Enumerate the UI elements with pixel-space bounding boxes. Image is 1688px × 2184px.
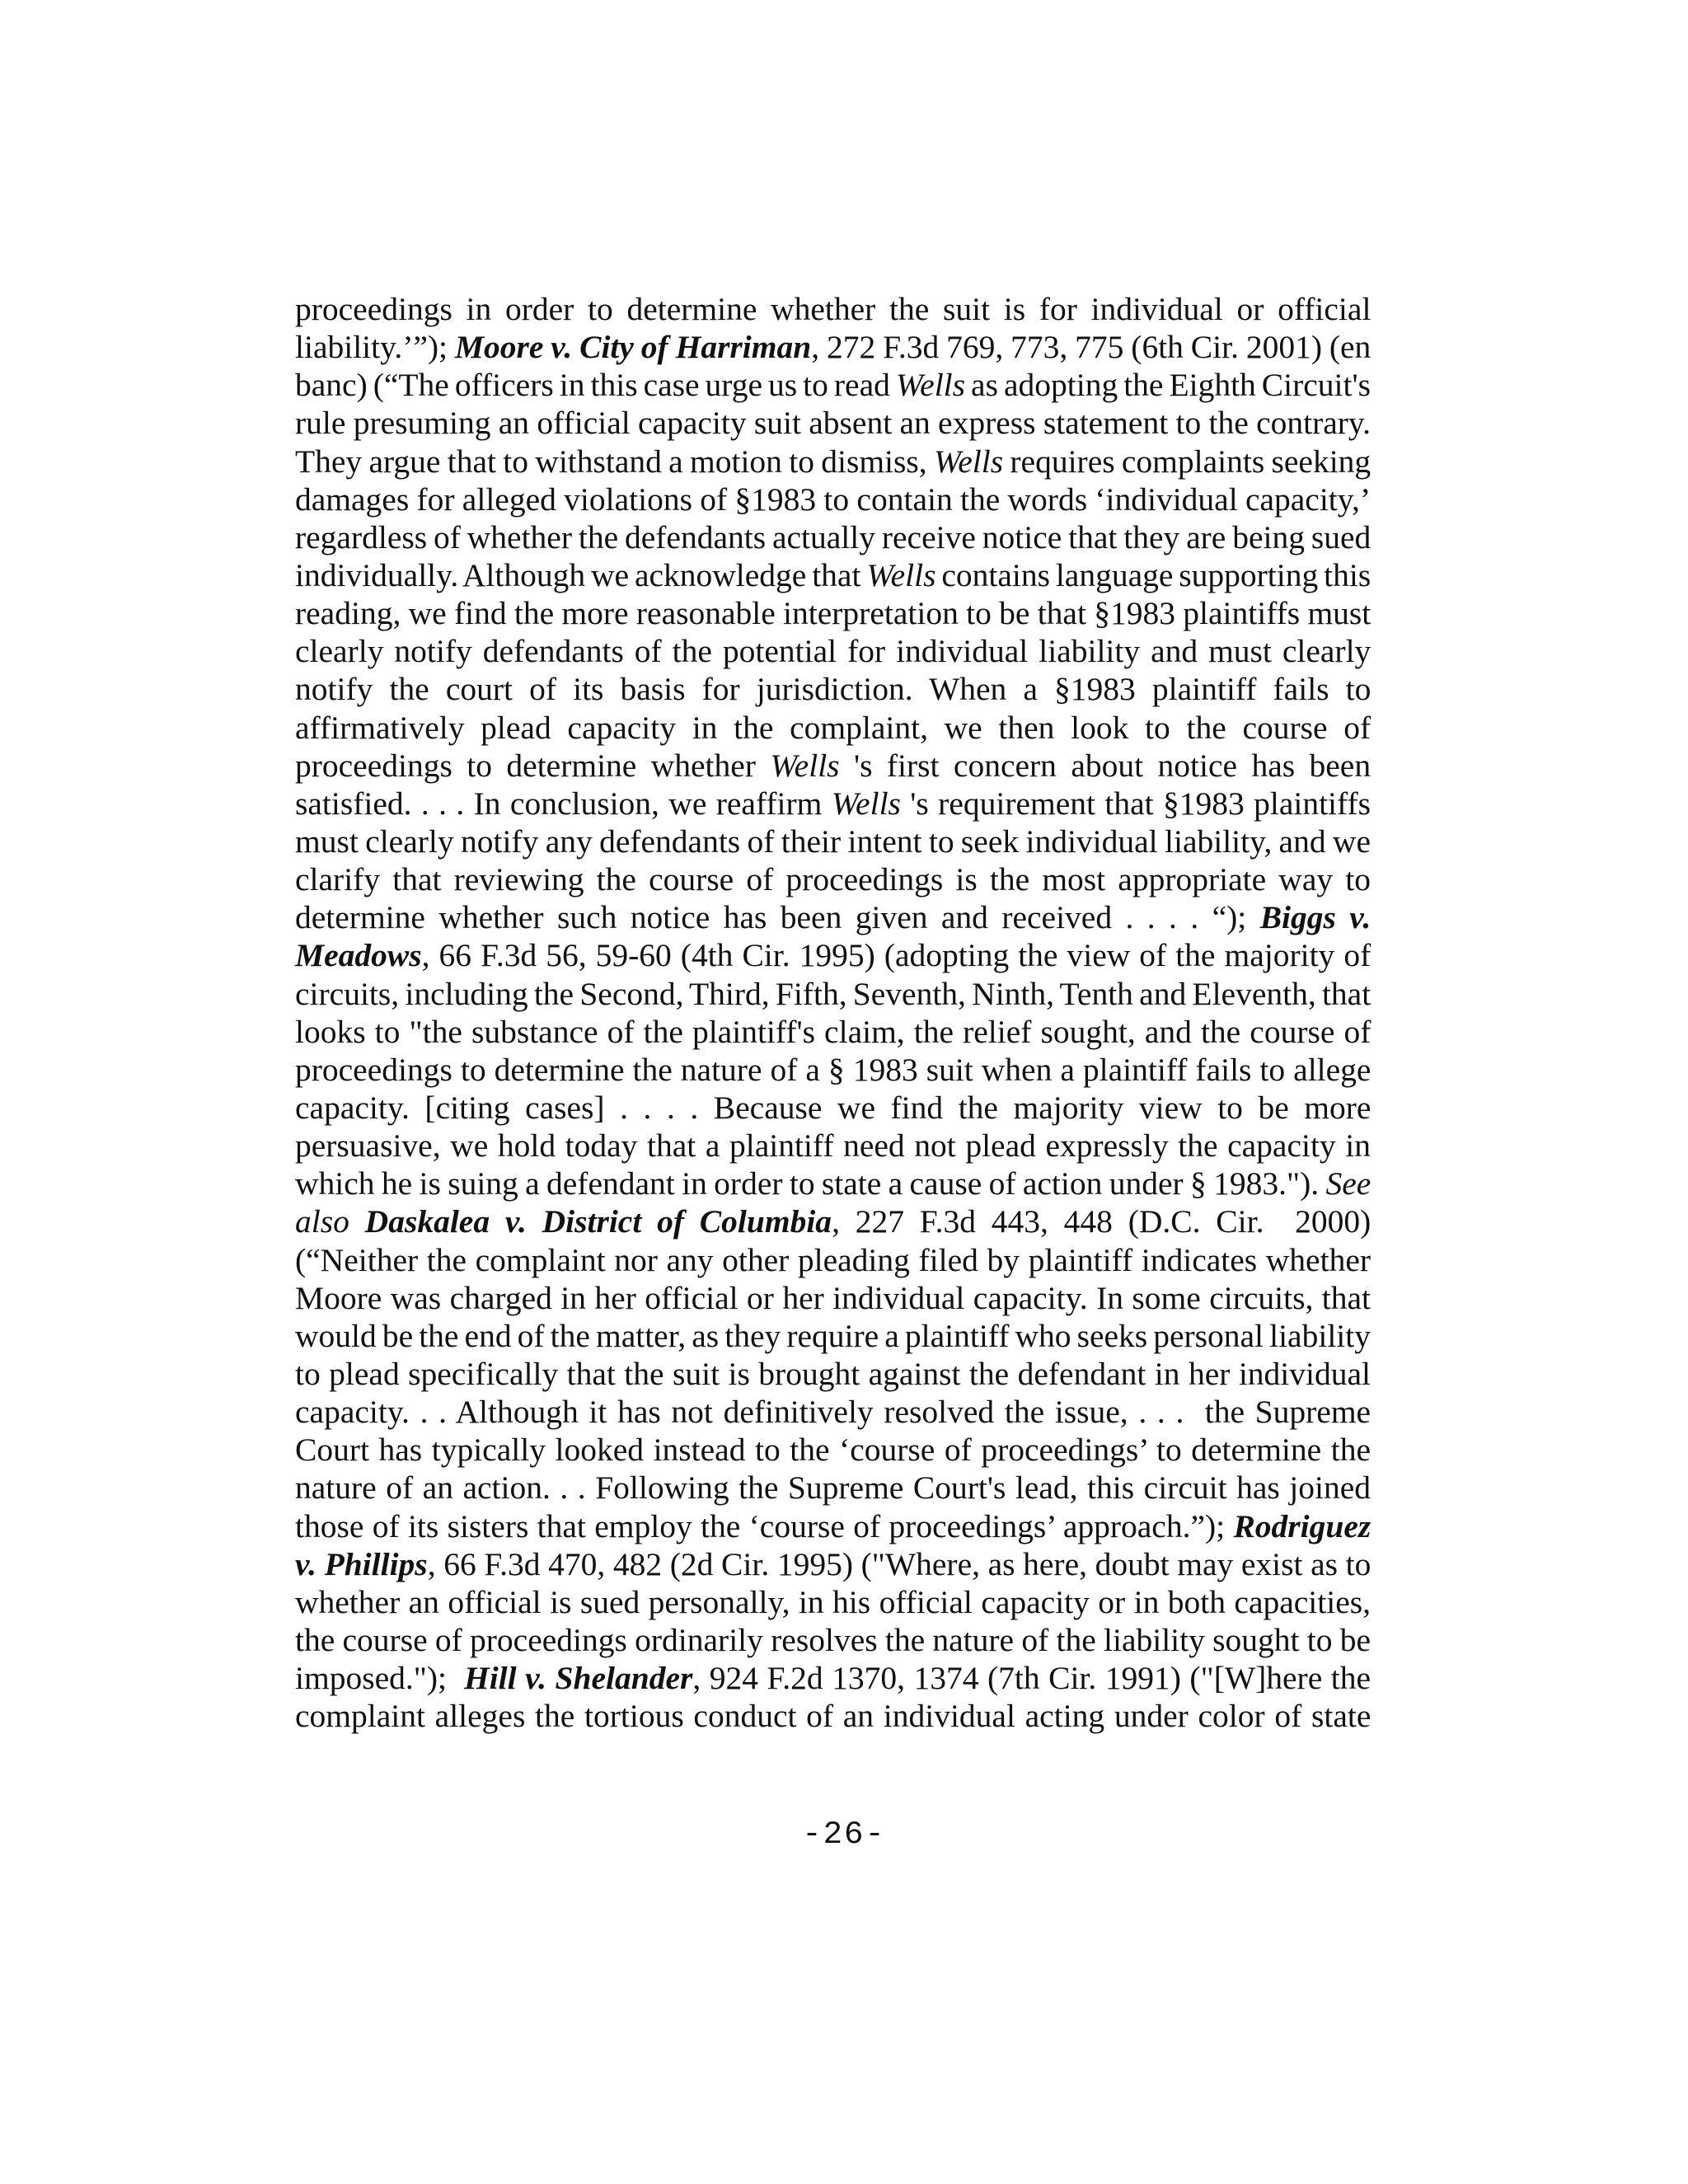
text-segment: capacity. [citing cases] . . . . Because we find the majority view to be more	[295, 1089, 1372, 1126]
italic-text: See	[1325, 1165, 1372, 1202]
text-segment: requires complaints seeking	[1003, 443, 1372, 480]
case-citation: Meadows	[295, 937, 422, 974]
text-segment: as adopting the Eighth Circuit's	[965, 367, 1371, 404]
text-segment: Court has typically looked instead to the ‘course of proceedings’ to determine the	[295, 1432, 1371, 1469]
text-segment: complaint alleges the tortious conduct of an individual acting under color of state	[295, 1698, 1372, 1735]
text-segment: would be the end of the matter, as they require a plaintiff who seeks personal liability	[295, 1317, 1371, 1354]
text-line	[295, 328, 1371, 366]
case-citation: Biggs v.	[1259, 899, 1372, 936]
text-line	[295, 936, 1371, 974]
text-line	[295, 1279, 1371, 1317]
italic-text: Wells	[866, 556, 936, 593]
text-line	[295, 594, 1371, 632]
text-segment: (“Neither the complaint nor any other pleading filed by plaintiff indicates whether	[295, 1241, 1371, 1278]
text-line	[295, 366, 1371, 404]
text-segment: regardless of whether the defendants actually receive notice that they are being sued	[295, 518, 1372, 555]
text-line	[295, 1697, 1371, 1735]
italic-text: Wells	[770, 747, 840, 784]
text-segment: nature of an action. . . Following the Supreme Court's lead, this circuit has joined	[295, 1469, 1371, 1507]
text-segment: Moore was charged in her official or her individual capacity. In some circuits, that	[295, 1279, 1371, 1316]
text-line	[295, 670, 1371, 708]
italic-text: also	[295, 1203, 349, 1240]
text-segment: individually. Although we acknowledge that	[295, 556, 867, 593]
page-number: -26-	[802, 1816, 886, 1853]
text-line	[295, 1431, 1371, 1469]
text-segment: notify the court of its basis for jurisdiction. When a §1983 plaintiff fails to	[295, 671, 1372, 708]
text-segment: looks to "the substance of the plaintiff's claim, the relief sought, and the course of	[295, 1013, 1372, 1050]
text-line	[295, 518, 1371, 556]
case-citation: Hill v. Shelander	[463, 1660, 693, 1697]
text-segment: circuits, including the Second, Third, Fifth, Seventh, Ninth, Tenth and Eleventh, that	[295, 975, 1372, 1012]
text-segment: capacity. . . Although it has not definitively resolved the issue, . . . the Supreme	[295, 1394, 1372, 1431]
text-line	[295, 1013, 1371, 1051]
text-segment: proceedings to determine whether	[295, 747, 771, 784]
text-line	[295, 1507, 1371, 1545]
case-citation: Moore v. City of Harriman	[454, 329, 812, 366]
text-line	[295, 1621, 1371, 1659]
text-line	[295, 1659, 1371, 1697]
text-line	[295, 1051, 1371, 1089]
text-segment	[349, 1203, 365, 1240]
text-segment: They argue that to withstand a motion to dismiss,	[295, 443, 934, 480]
italic-text: Wells	[831, 785, 901, 822]
text-line	[295, 632, 1371, 670]
text-segment: the course of proceedings ordinarily resolves the nature of the liability sought to be	[295, 1621, 1372, 1658]
text-segment: to plead specifically that the suit is brought against the defendant in her individual	[295, 1355, 1371, 1392]
text-line	[295, 898, 1371, 936]
text-line	[295, 1393, 1371, 1431]
text-line	[295, 404, 1371, 442]
italic-text: Wells	[933, 443, 1004, 480]
text-line	[295, 1317, 1371, 1355]
text-segment: , 924 F.2d 1370, 1374 (7th Cir. 1991) ("[W]here the	[692, 1660, 1371, 1697]
text-segment: imposed.");	[295, 1660, 464, 1697]
text-segment: , 227 F.3d 443, 448 (D.C. Cir. 2000)	[832, 1203, 1372, 1240]
text-line	[295, 443, 1371, 480]
text-line	[295, 1165, 1371, 1202]
text-segment: whether an official is sued personally, in his official capacity or in both capacities,	[295, 1583, 1371, 1620]
italic-text: Wells	[895, 367, 966, 404]
text-segment: rule presuming an official capacity suit absent an express statement to the contrary.	[295, 405, 1371, 442]
text-segment: , 272 F.3d 769, 773, 775 (6th Cir. 2001) (en	[811, 329, 1372, 366]
opinion-body-text	[295, 290, 1371, 1735]
text-line	[295, 290, 1371, 328]
text-segment: determine whether such notice has been given and received . . . . “);	[295, 899, 1260, 936]
text-line	[295, 709, 1371, 747]
text-segment: reading, we find the more reasonable interpretation to be that §1983 plaintiffs must	[295, 595, 1372, 632]
text-segment: liability.’”);	[295, 329, 455, 366]
text-segment: , 66 F.3d 470, 482 (2d Cir. 1995) ("Where, as here, doubt may exist as to	[427, 1545, 1372, 1582]
text-line	[295, 556, 1371, 594]
text-segment: persuasive, we hold today that a plaintiff need not plead expressly the capacity in	[295, 1127, 1371, 1165]
text-line	[295, 975, 1371, 1013]
text-line	[295, 1089, 1371, 1127]
text-segment: affirmatively plead capacity in the complaint, we then look to the course of	[295, 709, 1372, 746]
text-line	[295, 747, 1371, 785]
text-segment: which he is suing a defendant in order to state a cause of action under § 1983.").	[295, 1165, 1326, 1202]
text-line	[295, 1545, 1371, 1583]
text-segment: satisfied. . . . In conclusion, we reaffirm	[295, 785, 832, 822]
text-line	[295, 1355, 1371, 1393]
text-segment: damages for alleged violations of §1983 to contain the words ‘individual capacity,’	[295, 480, 1371, 518]
text-segment: must clearly notify any defendants of their intent to seek individual liability, and we	[295, 823, 1371, 860]
text-segment: those of its sisters that employ the ‘course of proceedings’ approach.”);	[295, 1507, 1234, 1544]
text-segment: banc) (“The officers in this case urge us to read	[295, 367, 896, 404]
text-line	[295, 823, 1371, 860]
text-segment: clearly notify defendants of the potential for individual liability and must clearly	[295, 633, 1372, 670]
text-line	[295, 860, 1371, 898]
text-line	[295, 1202, 1371, 1240]
text-segment: 's requirement that §1983 plaintiffs	[900, 785, 1371, 822]
text-line	[295, 1127, 1371, 1165]
case-citation: Daskalea v. District of Columbia	[364, 1203, 832, 1240]
text-segment: proceedings to determine the nature of a § 1983 suit when a plaintiff fails to allege	[295, 1051, 1372, 1088]
text-segment: 's first concern about notice has been	[839, 747, 1372, 784]
case-citation: Rodriguez	[1233, 1507, 1372, 1544]
text-line	[295, 1469, 1371, 1507]
text-line	[295, 785, 1371, 823]
text-line	[295, 1583, 1371, 1621]
text-line	[295, 480, 1371, 518]
case-citation: v. Phillips	[295, 1545, 428, 1582]
text-segment: , 66 F.3d 56, 59-60 (4th Cir. 1995) (adopting the view of the majority of	[421, 937, 1372, 974]
text-segment: proceedings in order to determine whether the suit is for individual or official	[295, 291, 1372, 327]
text-segment: clarify that reviewing the course of proceedings is the most appropriate way to	[295, 861, 1371, 898]
text-segment: contains language supporting this	[935, 556, 1372, 593]
text-line	[295, 1241, 1371, 1279]
